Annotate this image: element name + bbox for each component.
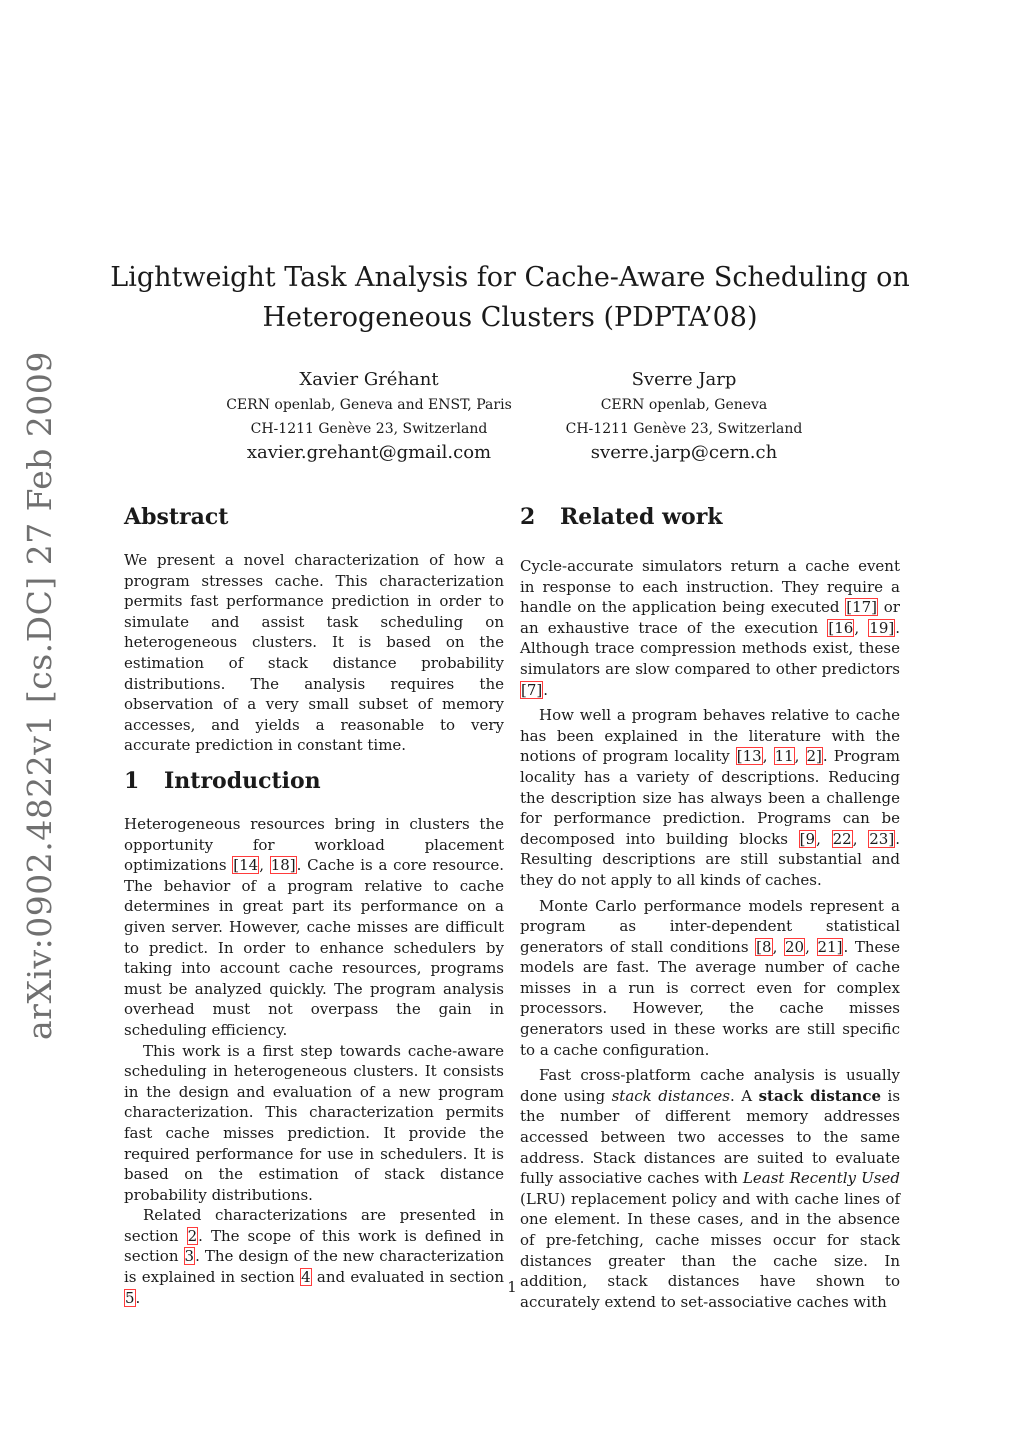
author-name: Sverre Jarp [631,369,737,390]
text-span: Fast cross-platform cache analysis is usually done using [520,1066,900,1105]
citation-link[interactable]: 20 [785,937,805,956]
section-ref-link[interactable]: 3 [184,1247,195,1266]
intro-heading [124,768,321,794]
author-block-2 [514,369,854,465]
abstract-heading: Abstract [124,504,229,530]
text-span: . Program locality has a variety of descriptions. Reducing the description size has always been a challenge for performance prediction. Programs can be decomposed into building blocks [520,747,900,848]
page-number: 1 [507,1278,517,1296]
citation-link[interactable]: 2] [806,747,822,766]
citation-link[interactable]: [7] [521,680,543,699]
section-ref-link[interactable]: 5 [125,1288,135,1307]
citation-link[interactable]: [14 [233,856,259,875]
text-span: Monte Carlo performance models represent a program as inter-dependent statistical generators of stall conditions [520,896,900,956]
author-email[interactable]: xavier.grehant@gmail.com [246,442,492,463]
title-line-2: Heterogeneous Clusters (PDPTA’08) [262,302,758,333]
intro-paragraph-1 [124,814,504,1041]
author-email[interactable]: sverre.jarp@cern.ch [590,442,778,463]
text-span: . The design of the new characterization is explained in section [124,1247,504,1287]
related-paragraph-3 [520,896,900,1061]
related-paragraph-4 [520,1065,900,1312]
intro-paragraph-2: This work is a first step towards cache-aware scheduling in heterogeneous clusters. It consists in the design and evaluation of a new program characterization. This characterization permits fast cache misses prediction. It provide the required performance for use in schedulers. It is based on the estimation of stack distance probability distributions. [124,1041,504,1204]
author-address: CH-1211 Genève 23, Switzerland [565,421,803,437]
text-span: . A [729,1086,759,1105]
text-span: or an exhaustive trace of the execution [520,598,900,637]
citation-link[interactable]: 18] [270,856,296,875]
section-number: 1 [124,768,140,794]
emphasis-term: stack distances [611,1086,730,1105]
text-span: . Resulting descriptions are still substantial and they do not apply to all kinds of caches. [520,829,900,889]
text-span: , [762,747,774,766]
author-address: CH-1211 Genève 23, Switzerland [250,421,488,437]
author-name: Xavier Gréhant [299,369,439,390]
section-title: Related work [560,504,723,530]
emphasis-term: Least Recently Used [742,1169,900,1188]
section-ref-link[interactable]: 4 [301,1268,311,1287]
citation-link[interactable]: [17] [846,598,878,617]
text-span: , [772,937,784,956]
citation-link[interactable]: [9 [799,829,816,848]
intro-body [124,814,504,1308]
text-span: . [543,680,549,699]
title-line-1: Lightweight Task Analysis for Cache-Aware Scheduling on [110,262,910,293]
paper-title [110,258,910,338]
text-span: . [135,1288,141,1307]
section-title: Introduction [164,768,321,794]
author-affiliation: CERN openlab, Geneva [600,397,768,413]
text-span: . Although trace compression methods exist, these simulators are slow compared to other predictors [520,618,901,678]
citation-link[interactable]: 19] [869,618,895,637]
related-paragraph-1 [520,556,900,700]
text-span: , [852,829,869,848]
citation-link[interactable]: [13 [736,747,762,766]
text-span: . These models are fast. The average number of cache misses in a run is correct even for complex processors. However, the cache misses generators used in these works are still specific to a cache configuration. [520,937,900,1059]
text-span: , [854,618,869,637]
text-span: , [259,856,270,875]
text-span: is the number of different memory addresses accessed between two accesses to the same address. Stack distances are suited to evaluate fully associative caches with [520,1086,901,1188]
citation-link[interactable]: 21] [817,937,843,956]
text-span: . The scope of this work is defined in section [124,1226,504,1266]
citation-link[interactable]: [16 [828,618,854,637]
citation-link[interactable]: 22 [832,829,852,848]
text-span: and evaluated in section [311,1268,504,1287]
author-affiliation: CERN openlab, Geneva and ENST, Paris [226,397,512,413]
text-span: , [805,937,817,956]
citation-link[interactable]: 23] [869,829,895,848]
text-span: , [794,747,806,766]
citation-link[interactable]: [8 [756,937,772,956]
defined-term: stack distance [758,1086,882,1105]
citation-link[interactable]: 11 [774,747,794,766]
text-span: Heterogeneous resources bring in clusters the opportunity for workload placement optimizations [124,815,504,875]
text-span: (LRU) replacement policy and with cache lines of one element. In these cases, and in the absence of pre-fetching, cache misses occur for stack distances greater than the cache size. In addition, stack distances have shown to accurately extend to set-associative caches with [520,1189,900,1311]
text-span: Cycle-accurate simulators return a cache event in response to each instruction. They require a handle on the application being executed [520,557,900,617]
text-span: How well a program behaves relative to cache has been explained in the literature with the notions of program locality [520,706,900,766]
abstract-body [124,550,504,756]
abstract-text: We present a novel characterization of how a program stresses cache. This characterization permits fast performance prediction in order to simulate and assist task scheduling on heterogeneous clusters. It is based on the estimation of stack distance probability distributions. The analysis requires the observation of a very small subset of memory accesses, and yields a reasonable to very accurate prediction in constant time. [124,551,504,755]
text-span: , [816,829,832,848]
section-number: 2 [520,504,536,530]
text-span: . Cache is a core resource. The behavior of a program relative to cache determines in great part its performance on a given server. However, cache misses are difficult to predict. In order to enhance schedulers by taking into account cache resources, programs must be analyzed quickly. The program analysis overhead must not overpass the gain in scheduling efficiency. [124,856,504,1039]
section-ref-link[interactable]: 2 [187,1226,198,1245]
related-body [520,556,900,1312]
author-block-1 [199,369,539,465]
text-span: Related characterizations are presented in section [124,1206,504,1245]
related-heading [520,504,723,530]
related-paragraph-2 [520,705,900,890]
arxiv-watermark: arXiv:0902.4822v1 [cs.DC] 27 Feb 2009 [20,351,59,1040]
